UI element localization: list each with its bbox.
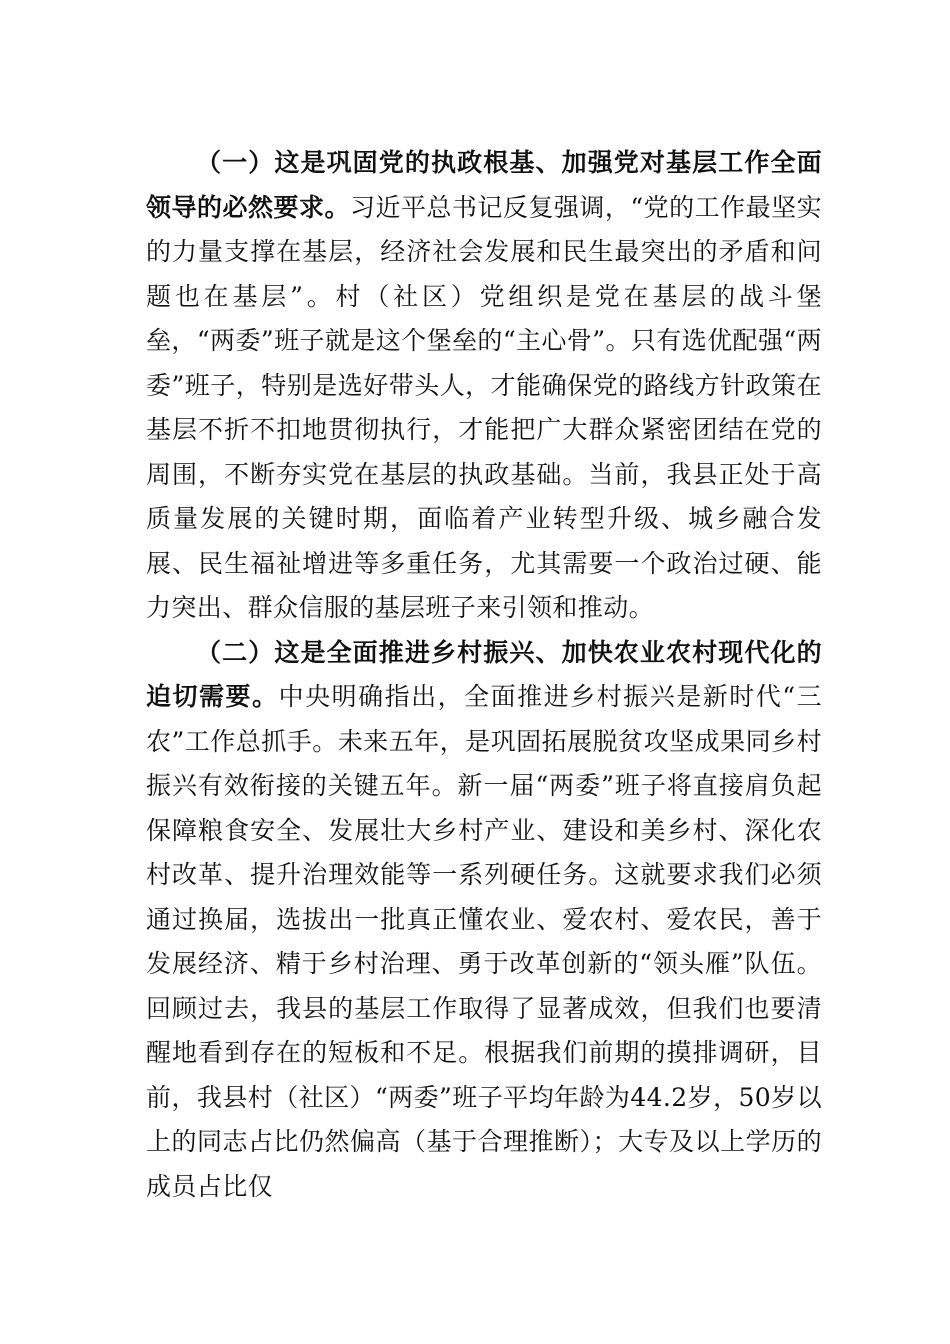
paragraph-2-text: 中央明确指出，全面推进乡村振兴是新时代“三农”工作总抓手。未来五年，是巩固拓展脱贫攻坚成果同乡村振兴有效衔接的关键五年。新一届“两委”班子将直接肩负起保障粮食安全、发展壮大乡村产业、建设和美乡村、深化农村改革、提升治理效能等一系列硬任务。这就要求我们必须通过换届，选拔出一批真正懂农业、爱农村、爱农民，善于发展经济、精于乡村治理、勇于改革创新的“领头雁”队伍。回顾过去，我县的基层工作取得了显著成效，但我们也要清醒地看到存在的短板和不足。根据我们前期的摸排调研，目前，我县村（社区）“两委”班子平均年龄为44.2岁，50岁以上的同志占比仍然偏高（基于合理推断）；大专及以上学历的成员占比仅 xyxy=(146,682,822,1201)
document-body xyxy=(146,141,822,1209)
paragraph-1-text: 习近平总书记反复强调，“党的工作最坚实的力量支撑在基层，经济社会发展和民生最突出的矛盾和问题也在基层”。村（社区）党组织是党在基层的战斗堡垒，“两委”班子就是这个堡垒的“主心骨”。只有选优配强“两委”班子，特别是选好带头人，才能确保党的路线方针政策在基层不折不扣地贯彻执行，才能把广大群众紧密团结在党的周围，不断夯实党在基层的执政基础。当前，我县正处于高质量发展的关键时期，面临着产业转型升级、城乡融合发展、民生福祉增进等多重任务，尤其需要一个政治过硬、能力突出、群众信服的基层班子来引领和推动。 xyxy=(146,192,823,622)
paragraph-1-heading: （一）这是巩固党的执政根基、加强党对基层工作全面领导的必然要求。 xyxy=(146,148,822,222)
paragraph-2-heading: （二）这是全面推进乡村振兴、加快农业农村现代化的迫切需要。 xyxy=(146,637,822,711)
paragraph-1 xyxy=(146,141,822,631)
paragraph-2 xyxy=(146,631,822,1210)
